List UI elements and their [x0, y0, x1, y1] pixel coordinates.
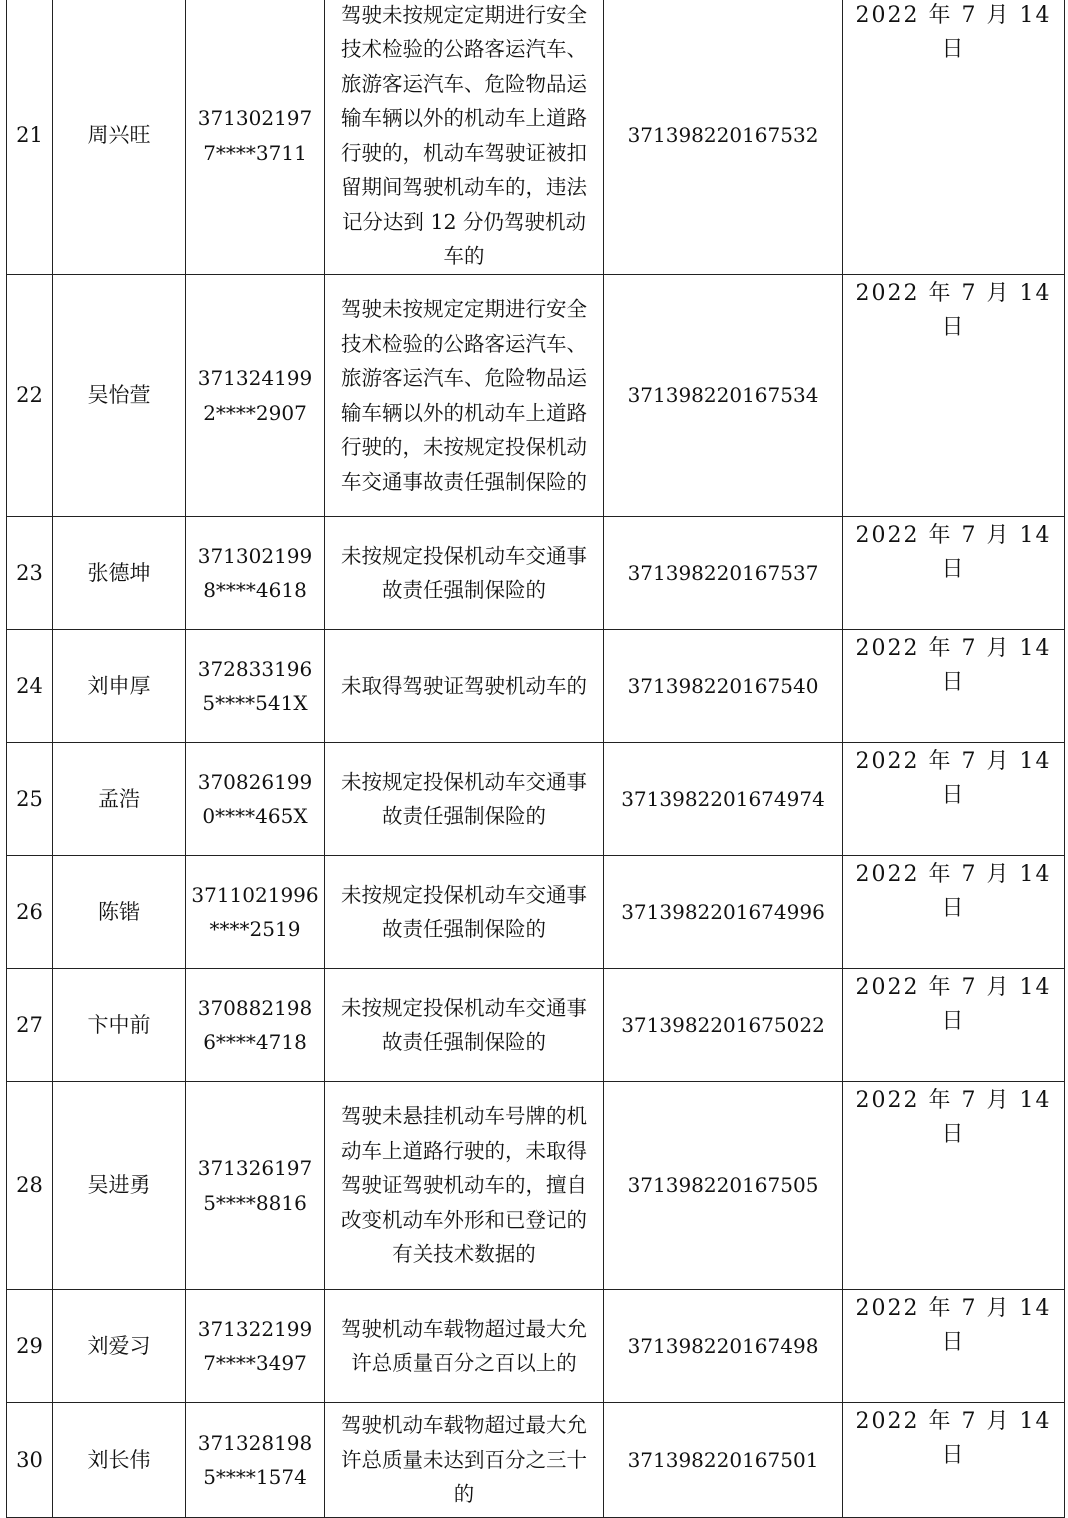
violation-reason: 驾驶机动车载物超过最大允许总质量未达到百分之三十的 [325, 1403, 604, 1518]
decision-date: 2022 年 7 月 14 日 [843, 1290, 1065, 1403]
violation-reason: 未取得驾驶证驾驶机动车的 [325, 630, 604, 743]
table-row [7, 630, 1065, 743]
person-name: 吴怡萱 [53, 275, 186, 517]
id-number: 371328198 5****1574 [186, 1403, 325, 1518]
violation-reason: 未按规定投保机动车交通事故责任强制保险的 [325, 856, 604, 969]
person-name: 刘长伟 [53, 1403, 186, 1518]
row-number: 29 [7, 1290, 53, 1403]
id-number: 371302197 7****3711 [186, 0, 325, 275]
person-name: 刘爱习 [53, 1290, 186, 1403]
row-number: 23 [7, 517, 53, 630]
person-name: 卞中前 [53, 969, 186, 1082]
document-number: 3713982201674974 [604, 743, 843, 856]
decision-date: 2022 年 7 月 14 日 [843, 517, 1065, 630]
document-number: 371398220167540 [604, 630, 843, 743]
row-number: 27 [7, 969, 53, 1082]
id-number: 371302199 8****4618 [186, 517, 325, 630]
id-number: 372833196 5****541X [186, 630, 325, 743]
table-row [7, 1403, 1065, 1518]
id-number: 3711021996 ****2519 [186, 856, 325, 969]
decision-date: 2022 年 7 月 14 日 [843, 0, 1065, 275]
violation-reason: 驾驶未按规定定期进行安全技术检验的公路客运汽车、旅游客运汽车、危险物品运输车辆以外的机动车上道路行驶的，未按规定投保机动车交通事故责任强制保险的 [325, 275, 604, 517]
table-row [7, 1290, 1065, 1403]
violation-reason: 未按规定投保机动车交通事故责任强制保险的 [325, 517, 604, 630]
violation-reason: 驾驶未按规定定期进行安全技术检验的公路客运汽车、旅游客运汽车、危险物品运输车辆以外的机动车上道路行驶的，机动车驾驶证被扣留期间驾驶机动车的，违法记分达到 12 分仍驾驶机动车的 [325, 0, 604, 275]
table-row [7, 0, 1065, 275]
id-number: 370882198 6****4718 [186, 969, 325, 1082]
document-number: 371398220167532 [604, 0, 843, 275]
document-number: 371398220167537 [604, 517, 843, 630]
id-number: 370826199 0****465X [186, 743, 325, 856]
decision-date: 2022 年 7 月 14 日 [843, 1082, 1065, 1290]
table-row [7, 969, 1065, 1082]
decision-date: 2022 年 7 月 14 日 [843, 969, 1065, 1082]
person-name: 刘申厚 [53, 630, 186, 743]
violation-reason: 未按规定投保机动车交通事故责任强制保险的 [325, 743, 604, 856]
table-row [7, 1082, 1065, 1290]
row-number: 22 [7, 275, 53, 517]
person-name: 孟浩 [53, 743, 186, 856]
document-number: 3713982201675022 [604, 969, 843, 1082]
table-row [7, 275, 1065, 517]
document-number: 371398220167501 [604, 1403, 843, 1518]
violation-reason: 未按规定投保机动车交通事故责任强制保险的 [325, 969, 604, 1082]
person-name: 陈锴 [53, 856, 186, 969]
violation-reason: 驾驶未悬挂机动车号牌的机动车上道路行驶的，未取得驾驶证驾驶机动车的，擅自改变机动车外形和已登记的有关技术数据的 [325, 1082, 604, 1290]
row-number: 21 [7, 0, 53, 275]
document-number: 371398220167498 [604, 1290, 843, 1403]
decision-date: 2022 年 7 月 14 日 [843, 743, 1065, 856]
decision-date: 2022 年 7 月 14 日 [843, 275, 1065, 517]
table-row [7, 743, 1065, 856]
row-number: 30 [7, 1403, 53, 1518]
penalty-table [6, 0, 1065, 1518]
row-number: 25 [7, 743, 53, 856]
row-number: 28 [7, 1082, 53, 1290]
id-number: 371326197 5****8816 [186, 1082, 325, 1290]
decision-date: 2022 年 7 月 14 日 [843, 1403, 1065, 1518]
person-name: 吴进勇 [53, 1082, 186, 1290]
row-number: 24 [7, 630, 53, 743]
document-number: 371398220167505 [604, 1082, 843, 1290]
table-row [7, 517, 1065, 630]
id-number: 371324199 2****2907 [186, 275, 325, 517]
person-name: 周兴旺 [53, 0, 186, 275]
document-number: 371398220167534 [604, 275, 843, 517]
violation-reason: 驾驶机动车载物超过最大允许总质量百分之百以上的 [325, 1290, 604, 1403]
person-name: 张德坤 [53, 517, 186, 630]
table-row [7, 856, 1065, 969]
id-number: 371322199 7****3497 [186, 1290, 325, 1403]
document-number: 3713982201674996 [604, 856, 843, 969]
row-number: 26 [7, 856, 53, 969]
decision-date: 2022 年 7 月 14 日 [843, 856, 1065, 969]
decision-date: 2022 年 7 月 14 日 [843, 630, 1065, 743]
